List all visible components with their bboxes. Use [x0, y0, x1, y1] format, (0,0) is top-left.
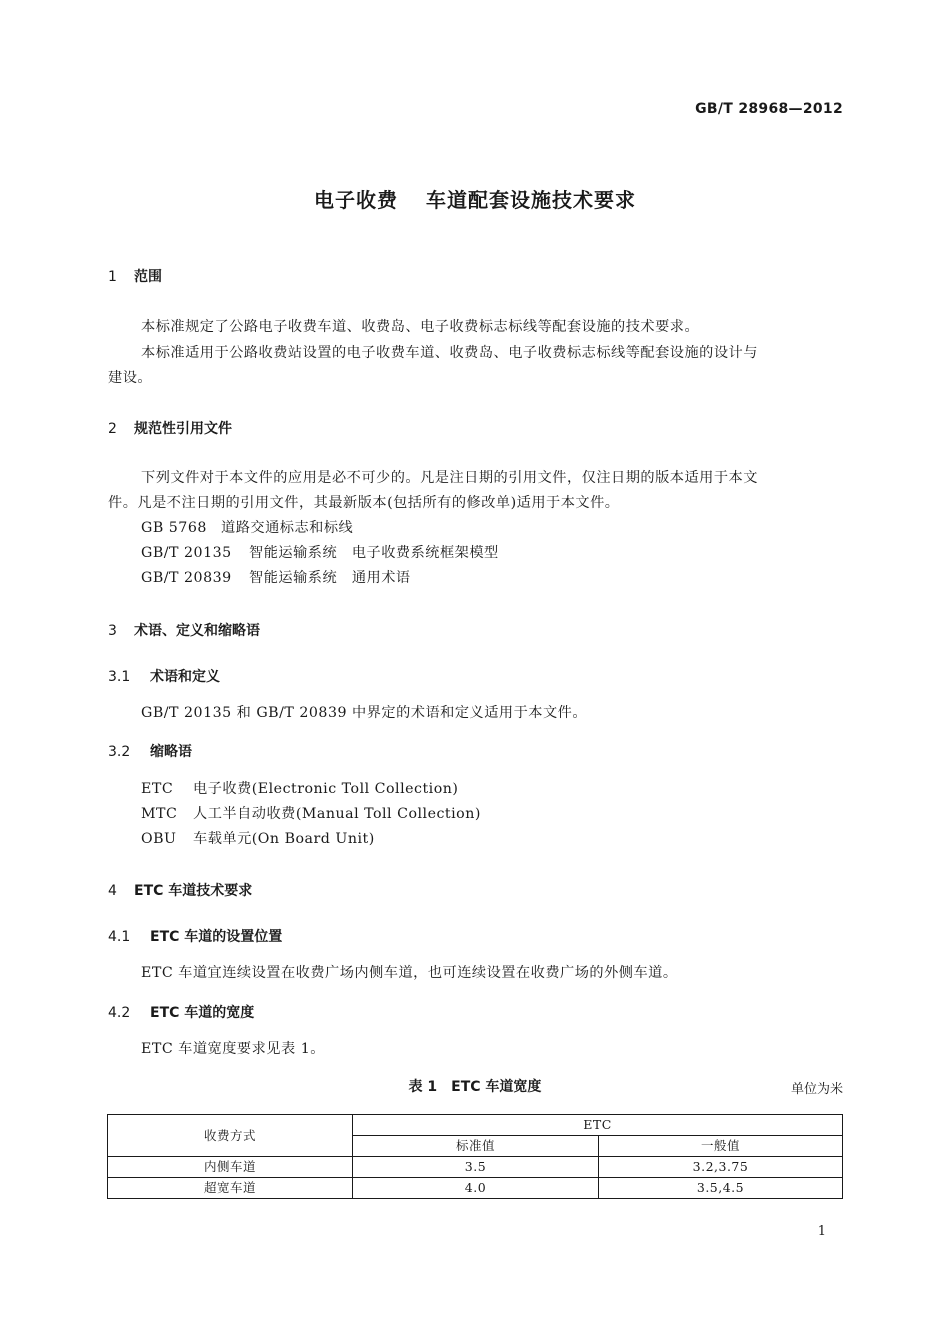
section-4-heading [108, 880, 252, 900]
abbreviation-desc: 车载单元(On Board Unit) [193, 831, 375, 847]
cell-method: 超宽车道 [108, 1178, 353, 1199]
paragraph: ETC 车道宜连续设置在收费广场内侧车道，也可连续设置在收费广场的外侧车道。 [141, 965, 678, 981]
table-row [108, 1178, 843, 1199]
subsection-4-1-heading [108, 926, 282, 946]
etc-lane-width-table [107, 1114, 843, 1199]
cell-standard: 4.0 [353, 1178, 599, 1199]
paragraph: 本标准适用于公路收费站设置的电子收费车道、收费岛、电子收费标志标线等配套设施的设计与 [141, 345, 758, 361]
subsection-3-1-heading [108, 666, 220, 686]
section-title: ETC 车道技术要求 [134, 883, 253, 899]
section-number: 4 [108, 883, 117, 899]
reference-code: GB/T 20839 [141, 570, 232, 586]
abbreviation: OBU [141, 831, 177, 847]
table-header-row [108, 1115, 843, 1136]
abbreviation-item [141, 803, 481, 823]
header-method: 收费方式 [108, 1115, 353, 1157]
section-2-heading [108, 418, 232, 438]
paragraph: 下列文件对于本文件的应用是必不可少的。凡是注日期的引用文件，仅注日期的版本适用于本文 [141, 470, 758, 486]
table-caption: 表 1 ETC 车道宽度 [408, 1079, 542, 1095]
header-general: 一般值 [599, 1136, 843, 1157]
reference-name: 智能运输系统 电子收费系统框架模型 [249, 545, 499, 561]
header-standard: 标准值 [353, 1136, 599, 1157]
paragraph: ETC 车道宽度要求见表 1。 [141, 1041, 325, 1057]
abbreviation: ETC [141, 781, 174, 797]
cell-standard: 3.5 [353, 1157, 599, 1178]
reference-item [141, 517, 353, 537]
abbreviation-desc: 人工半自动收费(Manual Toll Collection) [193, 806, 481, 822]
section-title: 术语、定义和缩略语 [134, 623, 260, 639]
section-title: 缩略语 [150, 744, 192, 760]
title-part1: 电子收费 [314, 188, 398, 212]
subsection-3-2-heading [108, 741, 192, 761]
section-number: 3 [108, 623, 117, 639]
section-number: 3.2 [108, 744, 131, 760]
table-row [108, 1157, 843, 1178]
section-1-heading [108, 266, 162, 286]
paragraph: 本标准规定了公路电子收费车道、收费岛、电子收费标志标线等配套设施的技术要求。 [141, 319, 700, 335]
section-number: 3.1 [108, 669, 131, 685]
section-number: 2 [108, 421, 117, 437]
section-title: 术语和定义 [150, 669, 220, 685]
paragraph: GB/T 20135 和 GB/T 20839 中界定的术语和定义适用于本文件。 [141, 705, 588, 721]
section-number: 4.2 [108, 1005, 131, 1021]
reference-name: 智能运输系统 通用术语 [249, 570, 411, 586]
abbreviation-desc: 电子收费(Electronic Toll Collection) [193, 781, 459, 797]
section-number: 4.1 [108, 929, 131, 945]
section-title: ETC 车道的宽度 [150, 1005, 255, 1021]
section-title: 规范性引用文件 [134, 421, 232, 437]
cell-general: 3.5,4.5 [599, 1178, 843, 1199]
standard-code: GB/T 28968—2012 [695, 101, 843, 117]
cell-method: 内侧车道 [108, 1157, 353, 1178]
subsection-4-2-heading [108, 1002, 254, 1022]
abbreviation-item [141, 828, 375, 848]
paragraph: 建设。 [108, 370, 153, 386]
abbreviation: MTC [141, 806, 178, 822]
abbreviation-item [141, 778, 458, 798]
page-title [0, 184, 950, 213]
reference-item [141, 567, 411, 587]
section-number: 1 [108, 269, 117, 285]
header-etc: ETC [353, 1115, 843, 1136]
reference-item [141, 542, 499, 562]
cell-general: 3.2,3.75 [599, 1157, 843, 1178]
reference-code: GB 5768 [141, 520, 207, 536]
page-number: 1 [817, 1224, 826, 1239]
section-title: ETC 车道的设置位置 [150, 929, 283, 945]
paragraph: 件。凡是不注日期的引用文件，其最新版本(包括所有的修改单)适用于本文件。 [108, 495, 620, 511]
table-unit: 单位为米 [790, 1082, 843, 1097]
section-title: 范围 [134, 269, 162, 285]
reference-name: 道路交通标志和标线 [221, 520, 354, 536]
reference-code: GB/T 20135 [141, 545, 232, 561]
section-3-heading [108, 620, 260, 640]
title-part2: 车道配套设施技术要求 [426, 188, 636, 212]
